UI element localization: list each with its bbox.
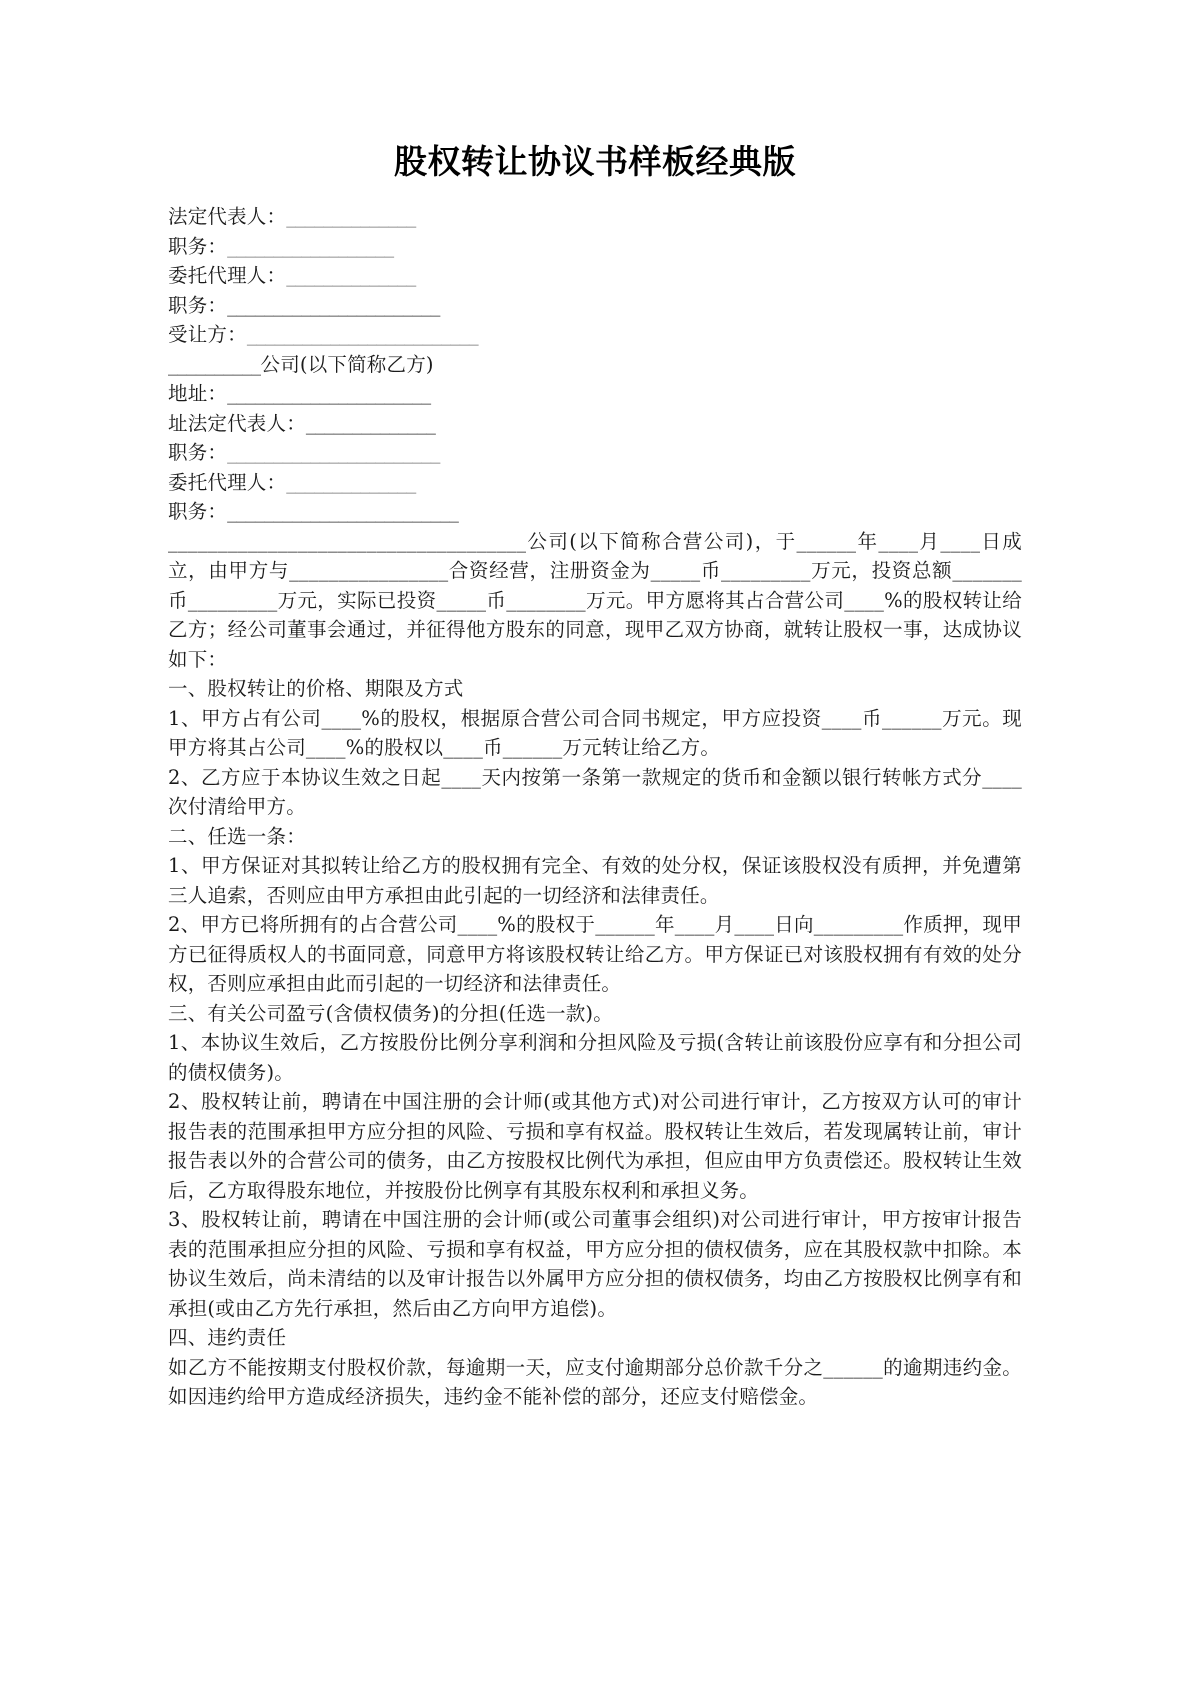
section-heading-4: 四、违约责任 [168, 1326, 287, 1349]
field-label: 职务： [168, 293, 228, 317]
field-row-position-b1 [168, 438, 1022, 468]
preamble-paragraph: ____________________________________公司(以下简称合营公司)，于______年____月____日成立，由甲方与________________合资经营，注册资金为_____币_________万元，投资总额_______币_________万元，实际已投资_____币________万元。甲方愿将其占合营公司____%的股权转让给乙方；经公司董事会通过，并征得他方股东的同意，现甲乙双方协商，就转让股权一事，达成协议如下： [168, 529, 1022, 671]
field-row-position-a2 [168, 291, 1022, 321]
field-row-position-b2 [168, 497, 1022, 527]
field-label: 址法定代表人： [168, 411, 306, 435]
document-content [168, 140, 1022, 1412]
section-heading-2: 二、任选一条： [168, 824, 306, 848]
field-suffix: 公司(以下简称乙方) [260, 352, 434, 376]
field-label: 职务： [168, 234, 228, 258]
field-label: 委托代理人： [168, 264, 287, 287]
field-row-authorized-agent-a [168, 261, 1022, 291]
section-4-clause-1: 如乙方不能按期支付股权价款，每逾期一天，应支付逾期部分总价款千分之______的逾期违约金。如因违约给甲方造成经济损失，违约金不能补偿的部分，还应支付赔偿金。 [168, 1355, 1022, 1408]
field-label: 法定代表人： [168, 205, 287, 228]
field-row-legal-representative-a [168, 202, 1022, 232]
field-row-transferee [168, 320, 1022, 350]
section-2-clause-1: 1、甲方保证对其拟转让给乙方的股权拥有完全、有效的处分权，保证该股权没有质押，并免遭第三人追索，否则应由甲方承担由此引起的一切经济和法律责任。 [168, 854, 1022, 907]
field-row-authorized-agent-b [168, 468, 1022, 498]
field-label: 委托代理人： [168, 470, 287, 494]
field-row-company-party-b [168, 350, 1022, 380]
field-blank[interactable]: _______________________ [227, 441, 440, 464]
field-blank[interactable]: ______________ [286, 205, 416, 228]
field-blank[interactable]: _______________________ [227, 293, 440, 317]
field-blank[interactable]: __________________ [227, 234, 394, 258]
section-3-clause-1: 1、本协议生效后，乙方按股份比例分享利润和分担风险及亏损(含转让前该股份应享有和分担公司的债权债务)。 [168, 1031, 1022, 1084]
field-row-address [168, 379, 1022, 409]
field-blank[interactable]: ______________ [286, 264, 416, 287]
section-heading-1: 一、股权转让的价格、期限及方式 [168, 677, 464, 700]
section-3-clause-3: 3、股权转让前，聘请在中国注册的会计师(或公司董事会组织)对公司进行审计，甲方按审计报告表的范围承担应分担的风险、亏损和享有权益，甲方应分担的债权债务，应在其股权款中扣除。本协议生效后，尚未清结的以及审计报告以外属甲方应分担的债权债务，均由乙方按股权比例享有和承担(或由乙方先行承担，然后由乙方向甲方追偿)。 [168, 1208, 1022, 1320]
field-label: 受让方： [168, 323, 247, 346]
field-label: 职务： [168, 500, 228, 523]
field-label: 职务： [168, 441, 228, 464]
section-3-clause-2: 2、股权转让前，聘请在中国注册的会计师(或其他方式)对公司进行审计，乙方按双方认可的审计报告表的范围承担甲方应分担的风险、亏损和享有权益。股权转让生效后，若发现属转让前，审计报告表以外的合营公司的债务，由乙方按股权比例代为承担，但应由甲方负责偿还。股权转让生效后，乙方取得股东地位，并按股份比例享有其股东权利和承担义务。 [168, 1090, 1022, 1202]
section-1-clause-1: 1、甲方占有公司____%的股权，根据原合营公司合同书规定，甲方应投资____币______万元。现甲方将其占公司____%的股权以____币______万元转让给乙方。 [168, 706, 1022, 759]
field-blank[interactable]: _________________________ [246, 323, 479, 346]
field-row-position-a1 [168, 232, 1022, 262]
section-1-clause-2: 2、乙方应于本协议生效之日起____天内按第一条第一款规定的货币和金额以银行转帐方式分____次付清给甲方。 [168, 765, 1022, 818]
document-title: 股权转让协议书样板经典版 [394, 142, 796, 181]
section-heading-3: 三、有关公司盈亏(含债权债务)的分担(任选一款)。 [168, 1001, 613, 1025]
field-blank[interactable]: __________ [168, 352, 261, 376]
field-blank[interactable]: ______________ [286, 470, 416, 494]
field-blank[interactable]: ______________ [305, 411, 436, 435]
field-label: 地址： [168, 382, 228, 405]
section-2-clause-2: 2、甲方已将所拥有的占合营公司____%的股权于______年____月____日向_________作质押，现甲方已征得质权人的书面同意，同意甲方将该股权转让给乙方。甲方保证已对该股权拥有有效的处分权，否则应承担由此而引起的一切经济和法律责任。 [168, 913, 1022, 995]
field-row-legal-representative-b [168, 409, 1022, 439]
field-blank[interactable]: ______________________ [227, 382, 431, 405]
field-blank[interactable]: _________________________ [227, 500, 459, 523]
